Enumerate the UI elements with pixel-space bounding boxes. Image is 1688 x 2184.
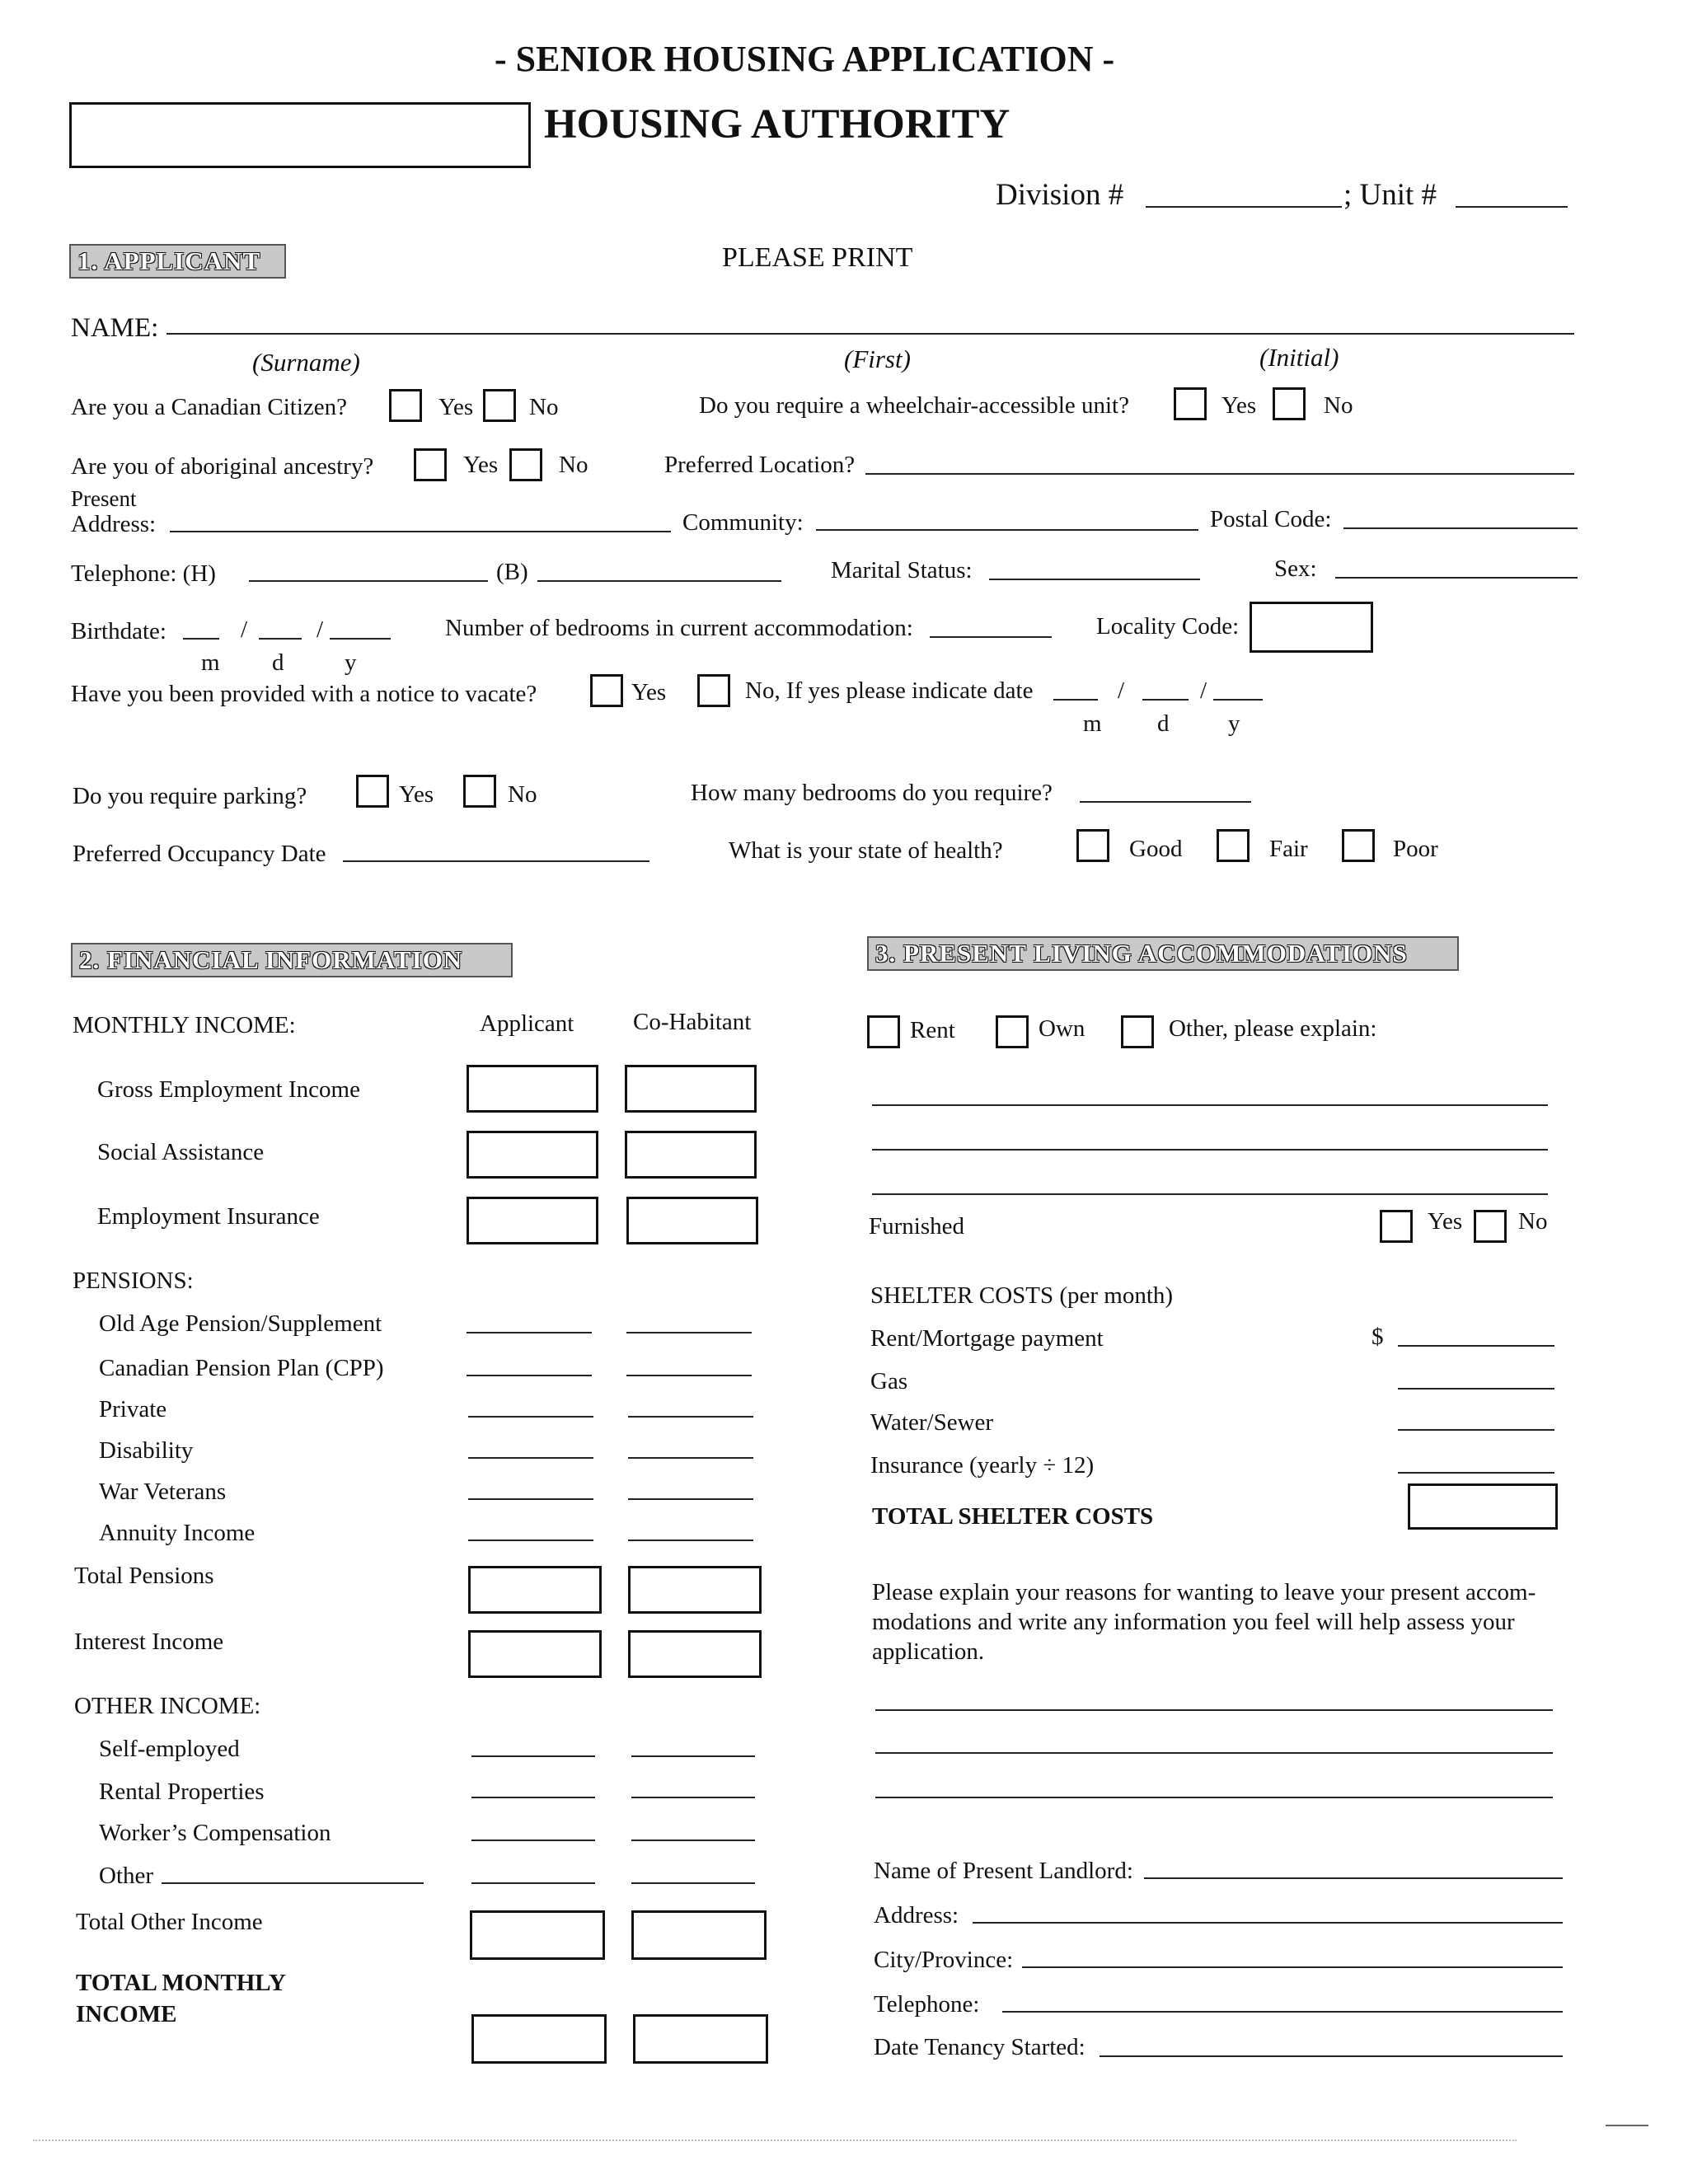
furnished-yes-label: Yes [1428, 1208, 1463, 1235]
total-monthly-income-label-line2: INCOME [76, 2001, 177, 2027]
cpp-label: Canadian Pension Plan (CPP) [99, 1355, 384, 1381]
social-assistance-label: Social Assistance [97, 1139, 265, 1165]
address-label: Address: [71, 511, 157, 537]
landlord-city-field[interactable] [1022, 1966, 1563, 1968]
war-veterans-cohabitant-field[interactable] [628, 1498, 753, 1500]
postal-code-label: Postal Code: [1210, 506, 1332, 532]
notice-d-caption: d [1157, 710, 1170, 737]
cohabitant-column-heading: Co-Habitant [633, 1009, 752, 1035]
telephone-business-field[interactable] [537, 580, 781, 582]
employment-insurance-cohabitant-box[interactable] [626, 1197, 758, 1244]
social-assistance-applicant-box[interactable] [467, 1131, 598, 1179]
landlord-address-label: Address: [874, 1902, 959, 1929]
marital-status-label: Marital Status: [831, 557, 973, 583]
workers-compensation-cohabitant-field[interactable] [631, 1840, 755, 1841]
own-checkbox[interactable] [996, 1015, 1029, 1048]
rent-mortgage-label: Rent/Mortgage payment [870, 1325, 1104, 1352]
name-field[interactable] [166, 333, 1574, 335]
interest-income-label: Interest Income [74, 1629, 224, 1655]
current-bedrooms-label: Number of bedrooms in current accommodation: [445, 615, 913, 641]
self-employed-applicant-field[interactable] [471, 1755, 595, 1757]
health-good-checkbox[interactable] [1076, 829, 1109, 862]
rent-checkbox[interactable] [867, 1015, 900, 1048]
notice-y-caption: y [1228, 710, 1240, 737]
aboriginal-no-label: No [559, 452, 588, 478]
other-income-applicant-field[interactable] [471, 1882, 595, 1884]
insurance-field[interactable] [1398, 1472, 1554, 1474]
parking-question: Do you require parking? [73, 783, 307, 809]
reasons-text-line1: Please explain your reasons for wanting to leave your present accom- [872, 1579, 1536, 1605]
workers-compensation-applicant-field[interactable] [471, 1840, 595, 1841]
gross-employment-label: Gross Employment Income [97, 1076, 360, 1103]
interest-income-applicant-box[interactable] [468, 1630, 602, 1678]
pensions-heading: PENSIONS: [73, 1268, 194, 1294]
workers-compensation-label: Worker’s Compensation [99, 1820, 331, 1846]
birthdate-day-field[interactable] [259, 638, 302, 640]
insurance-label: Insurance (yearly ÷ 12) [870, 1452, 1095, 1479]
birthdate-slash-1: / [241, 616, 248, 643]
citizen-no-checkbox[interactable] [483, 389, 516, 422]
parking-yes-checkbox[interactable] [356, 775, 389, 808]
own-label: Own [1039, 1015, 1085, 1042]
annuity-income-cohabitant-field[interactable] [628, 1540, 753, 1541]
birthdate-slash-2: / [316, 616, 324, 643]
aboriginal-no-checkbox[interactable] [509, 448, 542, 481]
present-label: Present [71, 486, 137, 511]
housing-authority-heading: HOUSING AUTHORITY [544, 101, 1010, 148]
birthdate-m-caption: m [201, 649, 220, 676]
health-fair-checkbox[interactable] [1217, 829, 1250, 862]
telephone-business-label: (B) [496, 559, 528, 585]
monthly-income-heading: MONTHLY INCOME: [73, 1012, 296, 1038]
notice-no-label: No, If yes please indicate date [745, 677, 1034, 704]
notice-question: Have you been provided with a notice to vacate? [71, 681, 537, 707]
total-pensions-label: Total Pensions [74, 1563, 214, 1589]
furnished-no-checkbox[interactable] [1474, 1210, 1507, 1243]
applicant-column-heading: Applicant [480, 1010, 574, 1037]
tenancy-date-label: Date Tenancy Started: [874, 2034, 1085, 2060]
other-explain-label: Other, please explain: [1169, 1015, 1377, 1042]
total-pensions-applicant-box[interactable] [468, 1566, 602, 1614]
birthdate-label: Birthdate: [71, 618, 166, 644]
disability-label: Disability [99, 1437, 194, 1464]
total-pensions-cohabitant-box[interactable] [628, 1566, 762, 1614]
cpp-applicant-field[interactable] [467, 1375, 592, 1376]
wheelchair-yes-checkbox[interactable] [1174, 387, 1207, 420]
gas-field[interactable] [1398, 1388, 1554, 1390]
landlord-name-label: Name of Present Landlord: [874, 1858, 1133, 1884]
old-age-pension-label: Old Age Pension/Supplement [99, 1310, 382, 1337]
rent-label: Rent [910, 1017, 955, 1043]
wheelchair-no-label: No [1324, 392, 1353, 419]
surname-caption: (Surname) [252, 348, 360, 377]
reasons-text-line2: modations and write any information you feel will help assess your [872, 1609, 1515, 1635]
interest-income-cohabitant-box[interactable] [628, 1630, 762, 1678]
war-veterans-applicant-field[interactable] [468, 1498, 593, 1500]
disability-applicant-field[interactable] [468, 1457, 593, 1459]
total-monthly-income-label-line1: TOTAL MONTHLY [76, 1970, 286, 1996]
other-income-description-field[interactable] [162, 1882, 424, 1884]
rental-properties-cohabitant-field[interactable] [631, 1797, 755, 1798]
landlord-telephone-field[interactable] [1002, 2011, 1563, 2013]
notice-slash-2: / [1200, 677, 1207, 704]
preferred-location-label: Preferred Location? [664, 452, 856, 478]
health-poor-checkbox[interactable] [1342, 829, 1375, 862]
total-shelter-costs-box[interactable] [1408, 1483, 1558, 1530]
notice-yes-label: Yes [631, 679, 667, 705]
furnished-label: Furnished [869, 1213, 964, 1240]
unit-label: ; Unit # [1343, 178, 1437, 212]
name-label: NAME: [71, 313, 159, 343]
disability-cohabitant-field[interactable] [628, 1457, 753, 1459]
marital-status-field[interactable] [989, 579, 1200, 580]
private-pension-applicant-field[interactable] [468, 1416, 593, 1418]
total-other-income-applicant-box[interactable] [470, 1910, 605, 1960]
water-sewer-field[interactable] [1398, 1429, 1554, 1431]
other-explain-line-3[interactable] [872, 1193, 1548, 1195]
notice-no-checkbox[interactable] [697, 674, 730, 707]
total-other-income-label: Total Other Income [76, 1909, 263, 1935]
citizen-question: Are you a Canadian Citizen? [71, 394, 347, 420]
reasons-line-1[interactable] [875, 1709, 1553, 1711]
bedrooms-required-label: How many bedrooms do you require? [691, 780, 1053, 806]
notice-m-caption: m [1083, 710, 1102, 737]
notice-yes-checkbox[interactable] [590, 674, 623, 707]
parking-no-checkbox[interactable] [463, 775, 496, 808]
self-employed-cohabitant-field[interactable] [631, 1755, 755, 1757]
cpp-cohabitant-field[interactable] [626, 1375, 752, 1376]
citizen-yes-checkbox[interactable] [389, 389, 422, 422]
scan-edge-divider [33, 2139, 1517, 2141]
furnished-no-label: No [1518, 1208, 1548, 1235]
total-shelter-costs-label: TOTAL SHELTER COSTS [872, 1503, 1154, 1530]
sex-label: Sex: [1274, 555, 1317, 582]
birthdate-d-caption: d [272, 649, 284, 676]
war-veterans-label: War Veterans [99, 1479, 227, 1505]
health-fair-label: Fair [1269, 836, 1308, 862]
division-label: Division # [996, 178, 1124, 212]
old-age-pension-cohabitant-field[interactable] [626, 1332, 752, 1333]
dollar-sign: $ [1372, 1324, 1384, 1350]
form-title: - SENIOR HOUSING APPLICATION - [495, 39, 1115, 79]
aboriginal-yes-label: Yes [463, 452, 499, 478]
other-income-label: Other [99, 1863, 154, 1889]
furnished-yes-checkbox[interactable] [1380, 1210, 1413, 1243]
please-print-label: PLEASE PRINT [722, 242, 913, 273]
shelter-costs-heading: SHELTER COSTS (per month) [870, 1282, 1174, 1309]
locality-code-box[interactable] [1250, 602, 1373, 653]
rent-mortgage-field[interactable] [1398, 1345, 1554, 1347]
address-field[interactable] [170, 531, 671, 532]
sex-field[interactable] [1335, 577, 1578, 579]
birthdate-month-field[interactable] [183, 638, 219, 640]
wheelchair-no-checkbox[interactable] [1273, 387, 1306, 420]
rental-properties-label: Rental Properties [99, 1779, 265, 1805]
employment-insurance-label: Employment Insurance [97, 1203, 320, 1230]
gross-employment-applicant-box[interactable] [467, 1065, 598, 1113]
notice-year-field[interactable] [1213, 699, 1263, 701]
gas-label: Gas [870, 1368, 908, 1394]
landlord-address-field[interactable] [973, 1922, 1563, 1924]
notice-day-field[interactable] [1142, 699, 1189, 701]
telephone-home-field[interactable] [249, 580, 488, 582]
reasons-line-3[interactable] [875, 1797, 1553, 1798]
unit-field[interactable] [1456, 206, 1568, 208]
landlord-city-label: City/Province: [874, 1947, 1014, 1973]
other-accommodation-checkbox[interactable] [1121, 1015, 1154, 1048]
annuity-income-label: Annuity Income [99, 1520, 256, 1546]
occupancy-date-field[interactable] [343, 860, 649, 862]
landlord-name-field[interactable] [1144, 1877, 1563, 1879]
division-field[interactable] [1146, 206, 1342, 208]
telephone-home-label: Telephone: (H) [71, 560, 216, 587]
total-monthly-income-applicant-box[interactable] [471, 2014, 607, 2064]
first-caption: (First) [844, 344, 911, 373]
health-question: What is your state of health? [729, 837, 1003, 864]
postal-code-field[interactable] [1343, 527, 1578, 529]
total-monthly-income-cohabitant-box[interactable] [633, 2014, 768, 2064]
wheelchair-yes-label: Yes [1221, 392, 1257, 419]
social-assistance-cohabitant-box[interactable] [625, 1131, 757, 1179]
aboriginal-yes-checkbox[interactable] [414, 448, 447, 481]
community-label: Community: [682, 509, 804, 536]
old-age-pension-applicant-field[interactable] [467, 1332, 592, 1333]
reasons-text-line3: application. [872, 1638, 985, 1665]
other-explain-line-2[interactable] [872, 1149, 1548, 1151]
scan-edge-mark [1606, 2125, 1648, 2126]
authority-name-field[interactable] [69, 102, 531, 168]
parking-no-label: No [508, 781, 537, 808]
occupancy-date-label: Preferred Occupancy Date [73, 841, 326, 867]
section-living-header: 3. PRESENT LIVING ACCOMMODATIONS [867, 936, 1459, 971]
landlord-telephone-label: Telephone: [874, 1991, 980, 2018]
community-field[interactable] [816, 529, 1198, 531]
section-financial-header: 2. FINANCIAL INFORMATION [71, 943, 513, 977]
preferred-location-field[interactable] [865, 473, 1574, 475]
health-good-label: Good [1129, 836, 1183, 862]
other-income-cohabitant-field[interactable] [631, 1882, 755, 1884]
private-pension-cohabitant-field[interactable] [628, 1416, 753, 1418]
gross-employment-cohabitant-box[interactable] [625, 1065, 757, 1113]
current-bedrooms-field[interactable] [930, 636, 1052, 638]
birthdate-y-caption: y [345, 649, 357, 676]
wheelchair-question: Do you require a wheelchair-accessible unit? [699, 392, 1129, 419]
parking-yes-label: Yes [399, 781, 434, 808]
initial-caption: (Initial) [1259, 343, 1339, 372]
employment-insurance-applicant-box[interactable] [467, 1197, 598, 1244]
private-pension-label: Private [99, 1396, 167, 1422]
reasons-line-2[interactable] [875, 1752, 1553, 1754]
locality-code-label: Locality Code: [1096, 613, 1240, 640]
other-explain-line-1[interactable] [872, 1104, 1548, 1106]
section-applicant-header: 1. APPLICANT [69, 244, 286, 279]
tenancy-date-field[interactable] [1100, 2055, 1563, 2057]
self-employed-label: Self-employed [99, 1736, 240, 1762]
aboriginal-question: Are you of aboriginal ancestry? [71, 453, 374, 480]
rental-properties-applicant-field[interactable] [471, 1797, 595, 1798]
notice-slash-1: / [1118, 677, 1125, 704]
birthdate-year-field[interactable] [330, 638, 391, 640]
water-sewer-label: Water/Sewer [870, 1409, 994, 1436]
health-poor-label: Poor [1393, 836, 1438, 862]
bedrooms-required-field[interactable] [1080, 801, 1251, 803]
citizen-no-label: No [529, 394, 559, 420]
total-other-income-cohabitant-box[interactable] [631, 1910, 767, 1960]
citizen-yes-label: Yes [438, 394, 474, 420]
notice-month-field[interactable] [1053, 699, 1098, 701]
other-income-heading: OTHER INCOME: [74, 1693, 261, 1719]
annuity-income-applicant-field[interactable] [468, 1540, 593, 1541]
